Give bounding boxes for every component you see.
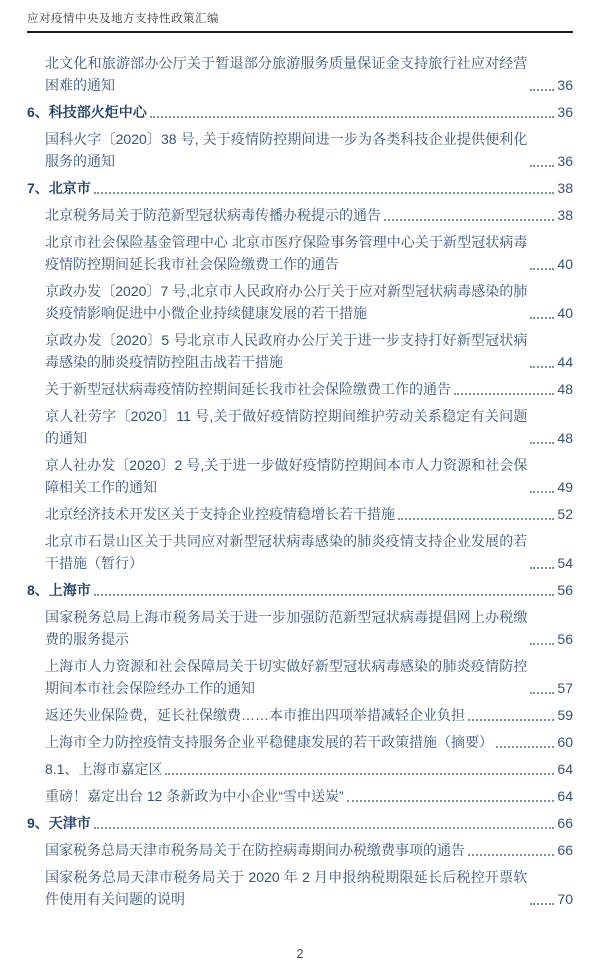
toc-entry-item[interactable] [27,52,573,96]
toc-dotted-leader [150,116,555,118]
toc-dotted-leader [94,192,555,194]
toc-section-item[interactable] [27,579,573,601]
toc-item-title: 北文化和旅游部办公厅关于暂退部分旅游服务质量保证金支持旅行社应对经营困难的通知 [45,55,528,93]
toc-entry-item[interactable] [27,785,573,807]
toc-item-page-number: 36 [557,77,573,93]
toc-dotted-leader [530,165,554,167]
toc-item-title: 7、北京市 [27,180,91,196]
document-header [27,10,573,33]
toc-item-title: 国家税务总局上海市税务局关于进一步加强防范新型冠状病毒提倡网上办税缴费的服务提示 [45,609,528,647]
toc-entry-item[interactable] [27,866,573,910]
toc-dotted-leader [530,442,554,444]
toc-entry-item[interactable] [27,530,573,574]
toc-entry-item[interactable] [27,128,573,172]
toc-item-page-number: 64 [557,761,573,777]
toc-dotted-leader [530,643,554,645]
toc-item-page-number: 52 [557,506,573,522]
toc-dotted-leader [530,491,554,493]
toc-entry-item[interactable] [27,405,573,449]
toc-item-title: 国科火字〔2020〕38 号, 关于疫情防控期间进一步为各类科技企业提供便利化服务的通知 [45,131,528,169]
toc-item-title: 9、天津市 [27,815,91,831]
toc-item-page-number: 49 [557,479,573,495]
toc-dotted-leader [94,594,555,596]
toc-entry-item[interactable] [27,503,573,525]
toc-item-page-number: 59 [557,707,573,723]
toc-item-title: 北京税务局关于防范新型冠状病毒传播办税提示的通告 [45,207,381,223]
toc-entry-item[interactable] [27,655,573,699]
toc-item-title: 返还失业保险费，延长社保缴费……本市推出四项举措减轻企业负担 [45,707,465,723]
toc-section-item[interactable] [27,101,573,123]
toc-dotted-leader [496,746,554,748]
toc-item-page-number: 40 [557,256,573,272]
toc-entry-item[interactable] [27,606,573,650]
toc-item-title: 关于新型冠状病毒疫情防控期间延长我市社会保险缴费工作的通告 [45,381,451,397]
toc-dotted-leader [398,518,554,520]
toc-dotted-leader [530,692,554,694]
toc-section-item[interactable] [27,812,573,834]
toc-entry-item[interactable] [27,704,573,726]
toc-item-page-number: 66 [557,815,573,831]
page-number: 2 [296,947,304,961]
toc-item-title: 国家税务总局天津市税务局关于在防控病毒期间办税缴费事项的通告 [45,842,465,858]
toc-item-title: 国家税务总局天津市税务局关于 2020 年 2 月申报纳税期限延长后税控开票软件使用有关问题的说明 [45,869,528,907]
toc-entry-item[interactable] [27,329,573,373]
toc-dotted-leader [468,854,554,856]
toc-item-page-number: 60 [557,734,573,750]
toc-item-page-number: 70 [557,891,573,907]
toc-entry-item[interactable] [27,204,573,226]
toc-dotted-leader [384,219,554,221]
toc-dotted-leader [165,773,554,775]
toc-dotted-leader [530,317,554,319]
toc-list [27,52,573,915]
toc-dotted-leader [468,719,554,721]
toc-item-title: 8.1、上海市嘉定区 [45,761,163,777]
toc-item-title: 京政办发〔2020〕7 号,北京市人民政府办公厅关于应对新型冠状病毒感染的肺炎疫情影响促进中小微企业持续健康发展的若干措施 [45,283,528,321]
toc-entry-item[interactable] [27,280,573,324]
toc-entry-item[interactable] [27,731,573,753]
toc-dotted-leader [530,366,554,368]
toc-section-item[interactable] [27,177,573,199]
document-footer [0,945,600,963]
toc-dotted-leader [530,268,554,270]
toc-item-title: 京人社办发〔2020〕2 号,关于进一步做好疫情防控期间本市人力资源和社会保障相关工作的通知 [45,457,528,495]
toc-item-title: 重磅！嘉定出台 12 条新政为中小企业“雪中送炭” [45,788,344,804]
toc-item-page-number: 48 [557,381,573,397]
toc-entry-item[interactable] [27,839,573,861]
toc-dotted-leader [454,393,554,395]
toc-item-title: 北京市石景山区关于共同应对新型冠状病毒感染的肺炎疫情支持企业发展的若干措施（暂行） [45,533,528,571]
toc-item-title: 上海市全力防控疫情支持服务企业平稳健康发展的若干政策措施（摘要） [45,734,493,750]
toc-dotted-leader [530,89,554,91]
toc-item-title: 6、科技部火炬中心 [27,104,147,120]
toc-dotted-leader [530,567,554,569]
toc-item-page-number: 36 [557,104,573,120]
toc-item-title: 8、上海市 [27,582,91,598]
toc-entry-item[interactable] [27,378,573,400]
document-header-title: 应对疫情中央及地方支持性政策汇编 [27,13,219,25]
toc-item-page-number: 48 [557,430,573,446]
toc-item-page-number: 56 [557,631,573,647]
toc-item-page-number: 38 [557,207,573,223]
toc-item-page-number: 57 [557,680,573,696]
toc-dotted-leader [347,800,555,802]
toc-item-title: 京政办发〔2020〕5 号北京市人民政府办公厅关于进一步支持打好新型冠状病毒感染的肺炎疫情防控阻击战若干措施 [45,332,528,370]
toc-item-page-number: 66 [557,842,573,858]
toc-dotted-leader [530,903,554,905]
toc-item-page-number: 36 [557,153,573,169]
toc-entry-item[interactable] [27,454,573,498]
toc-entry-item[interactable] [27,231,573,275]
toc-item-title: 北京市社会保险基金管理中心 北京市医疗保险事务管理中心关于新型冠状病毒疫情防控期间延长我市社会保险缴费工作的通告 [45,234,528,272]
toc-item-page-number: 38 [557,180,573,196]
toc-item-page-number: 44 [557,354,573,370]
toc-item-title: 上海市人力资源和社会保障局关于切实做好新型冠状病毒感染的肺炎疫情防控期间本市社会保险经办工作的通知 [45,658,528,696]
toc-item-title: 北京经济技术开发区关于支持企业控疫情稳增长若干措施 [45,506,395,522]
toc-item-page-number: 64 [557,788,573,804]
toc-item-title: 京人社劳字〔2020〕11 号,关于做好疫情防控期间维护劳动关系稳定有关问题的通知 [45,408,528,446]
toc-dotted-leader [94,827,555,829]
toc-item-page-number: 56 [557,582,573,598]
toc-item-page-number: 54 [557,555,573,571]
toc-item-page-number: 40 [557,305,573,321]
toc-entry-item[interactable] [27,758,573,780]
